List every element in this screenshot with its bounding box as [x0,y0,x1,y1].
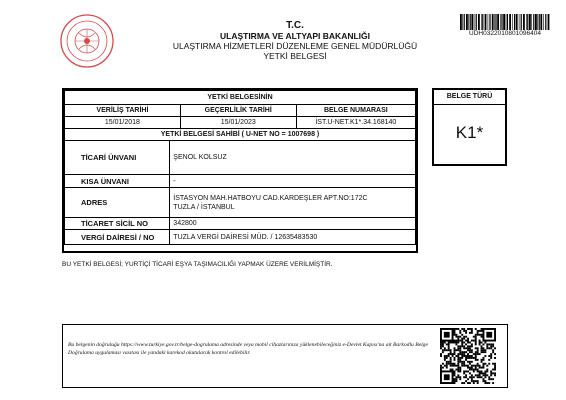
address-line-1: İSTASYON MAH.HATBOYU CAD.KARDEŞLER APT.NO:172C [173,194,368,202]
certificate-type-value: K1* [455,123,484,142]
barcode-number: UDH0322010801096404 [469,30,541,37]
address-label: ADRES [65,188,170,218]
tax-office: TUZLA VERGİ DAİRESİ MÜD. / 12635483530 [170,230,416,245]
certificate-type-box [432,88,507,166]
header-line-1: T.C. [286,20,304,31]
address-line-2: TUZLA / İSTANBUL [173,203,235,211]
address [170,188,416,218]
trade-name: ŞENOL KOLSUZ [170,141,416,175]
ministry-seal-icon [60,14,114,68]
registry-number: 342800 [170,218,416,230]
document-type: YETKİ BELGESİ [263,51,327,61]
certificate-title: YETKİ BELGESİNİN [65,91,416,105]
validity-date: 15/01/2023 [180,117,296,129]
validity-date-label: GEÇERLİLİK TARİHİ [180,105,296,117]
short-name-label: KISA ÜNVANI [65,175,170,188]
holder-label: YETKİ BELGESİ SAHİBİ ( U-NET NO = 1007698 ) [65,129,416,141]
issue-date: 15/01/2018 [65,117,181,129]
verification-text: Bu belgenin doğruluğu https://www.turkiye.gov.tr/belge-dogrulama adresinde veya mobil cihazlarınıza yüklenebileceğiniz e-Devlet Kapısı'na ait Barkodlu Belge Doğrulama uygulaması vasıtası ile yandaki karekod okutularak kontrol edilebilir. [68,342,428,356]
certificate-table [64,90,416,141]
ministry-name: ULAŞTIRMA VE ALTYAPI BAKANLIĞI [219,31,370,41]
header [150,20,440,61]
trade-name-label: TİCARİ ÜNVANI [65,141,170,175]
registry-label: TİCARET SİCİL NO [65,218,170,230]
qr-code-icon [440,328,496,384]
certificate-number-label: BELGE NUMARASI [296,105,415,117]
certificate-type-label: BELGE TÜRÜ [434,90,505,105]
certificate-number: İST.U-NET.K1*.34.168140 [296,117,415,129]
short-name: - [170,175,416,188]
purpose-note: BU YETKİ BELGESİ; YURTİÇİ TİCARİ EŞYA TAŞIMACILIĞI YAPMAK ÜZERE VERİLMİŞTİR. [62,261,333,268]
holder-table [64,140,416,245]
barcode-icon [460,14,550,30]
verification-box [62,324,508,388]
directorate-name: ULAŞTIRMA HİZMETLERİ DÜZENLEME GENEL MÜDÜRLÜĞÜ [172,41,418,51]
issue-date-label: VERİLİŞ TARİHİ [65,105,181,117]
certificate-box [62,88,418,253]
tax-office-label: VERGİ DAİRESİ / NO [65,230,170,245]
